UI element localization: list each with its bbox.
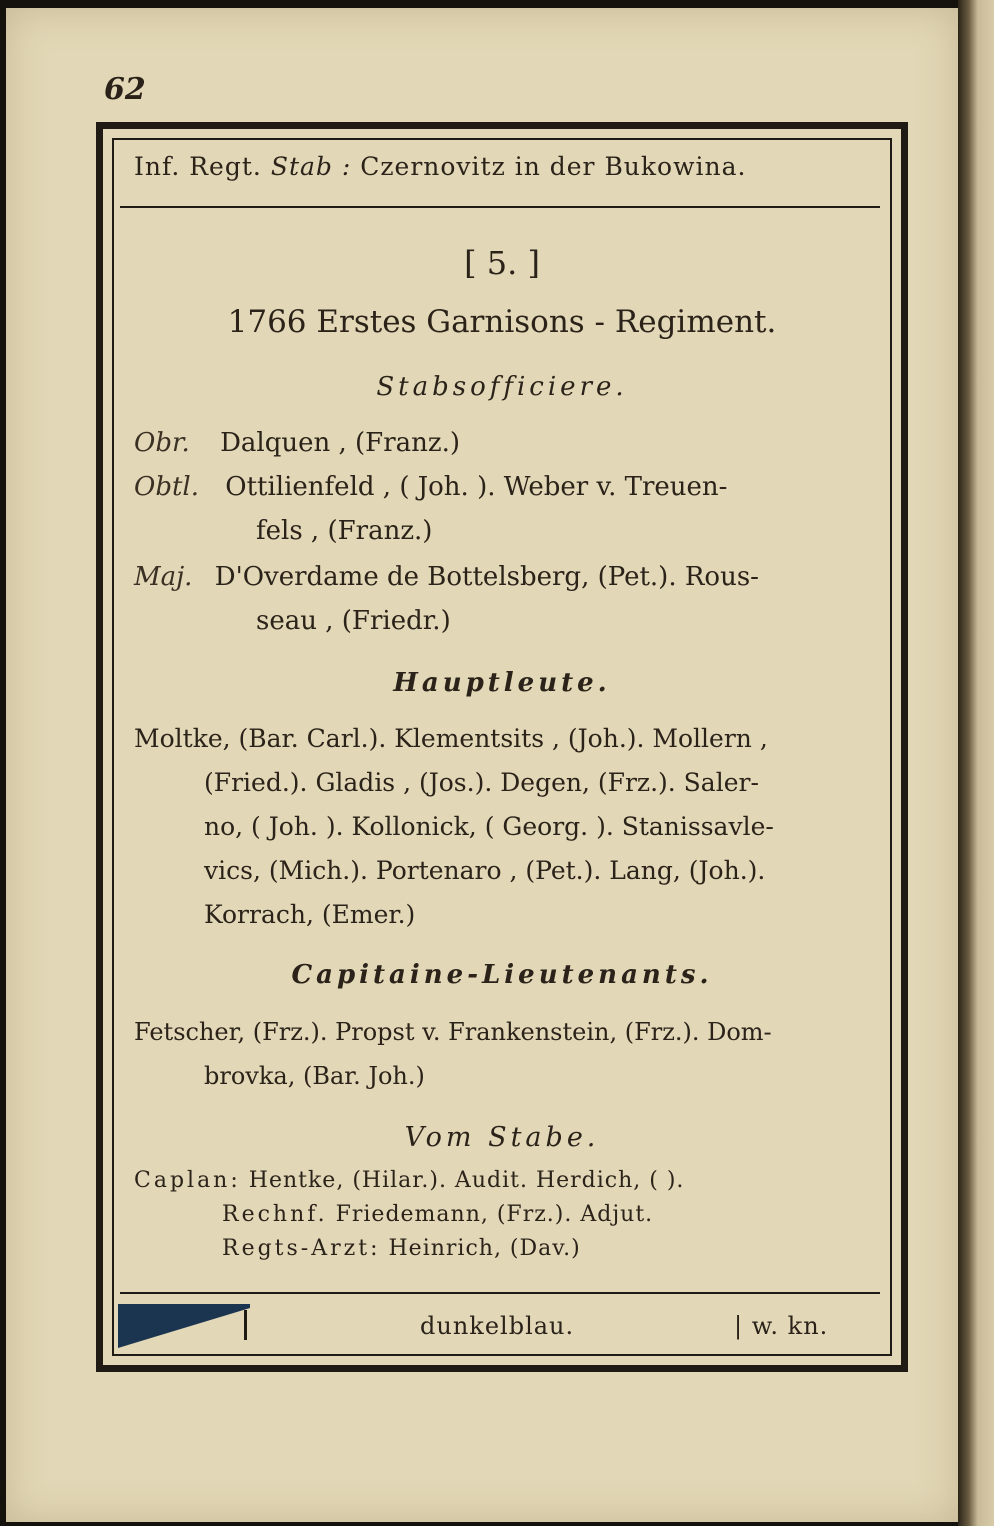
obr-line	[134, 428, 460, 458]
footer-rule	[120, 1292, 880, 1294]
regiment-number: [ 5. ]	[464, 244, 540, 282]
capitaine-line-1: Fetscher, (Frz.). Propst v. Frankenstein, (Frz.). Dom-	[134, 1018, 772, 1046]
maj-line	[134, 562, 759, 592]
hauptleute-line-3: no, ( Joh. ). Kollonick, ( Georg. ). Stanissavle-	[204, 812, 774, 841]
capitaine-heading: Capitaine-Lieutenants.	[291, 960, 713, 990]
obtl-names: Ottilienfeld , ( Joh. ). Weber v. Treuen-	[225, 472, 728, 502]
hauptleute-line-4: vics, (Mich.). Portenaro , (Pet.). Lang, (Joh.).	[204, 856, 766, 885]
rechnf-rest: Friedemann, (Frz.). Adjut.	[335, 1202, 654, 1227]
hauptleute-heading: Hauptleute.	[393, 668, 611, 698]
arzt-label: Regts-Arzt:	[222, 1236, 381, 1261]
header-stab-label: Stab :	[270, 152, 352, 181]
caplan-rest: Hentke, (Hilar.). Audit. Herdich, ( ).	[248, 1168, 685, 1193]
regiment-title: 1766 Erstes Garnisons - Regiment.	[227, 304, 777, 340]
header-location: Czernovitz in der Bukowina.	[360, 152, 747, 181]
header-prefix: Inf. Regt.	[134, 152, 262, 181]
maj-line-2: seau , (Friedr.)	[256, 606, 451, 636]
facing-divider	[244, 1310, 247, 1340]
caplan-label: Caplan:	[134, 1168, 241, 1193]
hauptleute-line-2: (Fried.). Gladis , (Jos.). Degen, (Frz.). Saler-	[204, 768, 759, 797]
hauptleute-line-1: Moltke, (Bar. Carl.). Klementsits , (Joh.). Mollern ,	[134, 724, 768, 753]
rechnf-line	[222, 1202, 653, 1227]
facing-color-swatch	[118, 1300, 250, 1348]
header	[134, 152, 874, 181]
obtl-rank: Obtl.	[134, 472, 199, 502]
rechnf-label: Rechnf.	[222, 1202, 328, 1227]
page-edge	[958, 0, 994, 1526]
arzt-line	[222, 1236, 581, 1261]
buttons-label: | w. kn.	[734, 1312, 829, 1340]
vom-stabe-heading: Vom Stabe.	[404, 1122, 600, 1153]
caplan-line	[134, 1168, 684, 1193]
obtl-line	[134, 472, 727, 502]
obr-rank: Obr.	[134, 428, 190, 458]
facing-color-label: dunkelblau.	[420, 1312, 575, 1340]
hauptleute-line-5: Korrach, (Emer.)	[204, 900, 416, 929]
header-rule	[120, 206, 880, 208]
obr-names: Dalquen , (Franz.)	[220, 428, 461, 458]
maj-names: D'Overdame de Bottelsberg, (Pet.). Rous-	[214, 562, 759, 592]
arzt-rest: Heinrich, (Dav.)	[388, 1236, 581, 1261]
stabsofficiere-heading: Stabsofficiere.	[376, 372, 628, 402]
capitaine-line-2: brovka, (Bar. Joh.)	[204, 1062, 425, 1090]
obtl-line-2: fels , (Franz.)	[256, 516, 433, 546]
maj-rank: Maj.	[134, 562, 193, 592]
page-number: 62	[104, 72, 146, 107]
